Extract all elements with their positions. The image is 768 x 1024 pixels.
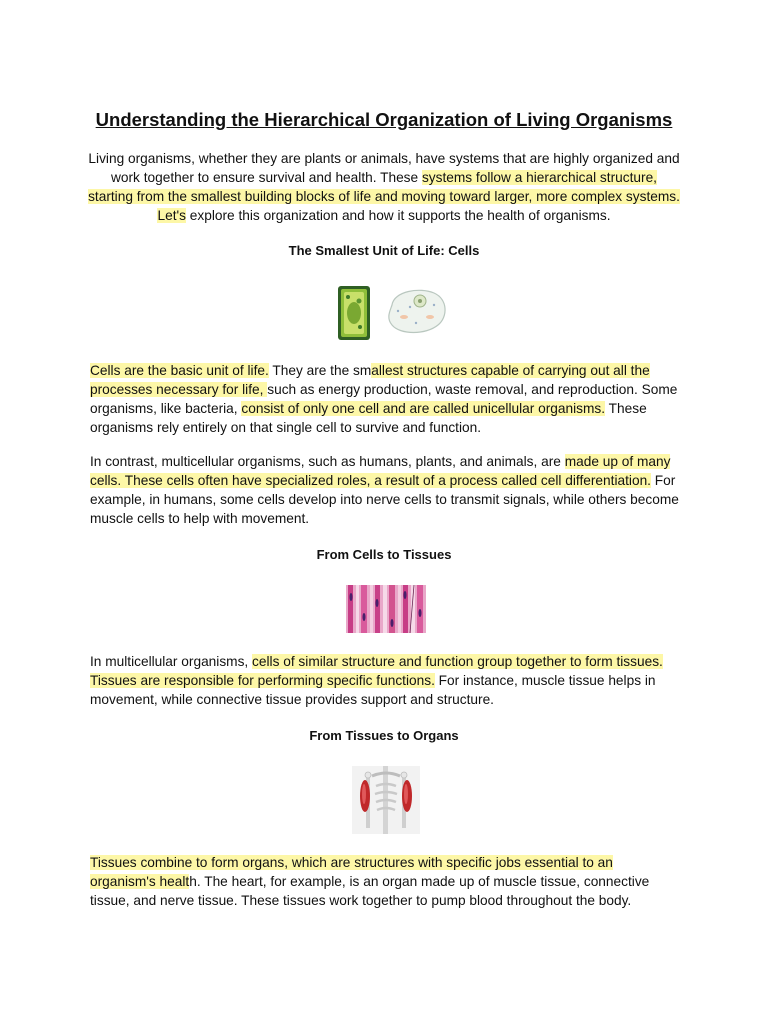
heading-tissues: From Cells to Tissues [316, 547, 452, 562]
tissues-highlight-1: cells of similar structure and function group together to form tissues. Tissues are responsible for performing specific functions. [90, 654, 663, 688]
cells-figure [334, 283, 450, 343]
cells-p1-text-3: These organisms rely entirely on that single cell to survive and function. [90, 401, 647, 435]
intro-highlight-1: systems follow a hierarchical structure, starting from the smallest building blocks of life and moving toward larger, more complex systems. Let's [88, 170, 680, 223]
cells-p1-highlight-1: Cells are the basic unit of life. [90, 363, 269, 378]
heading-cells: The Smallest Unit of Life: Cells [288, 243, 480, 258]
muscle-tissue-icon [346, 585, 426, 633]
cells-paragraph-1 [90, 361, 680, 437]
animal-cell-icon [389, 290, 445, 332]
tissues-paragraph [90, 652, 680, 709]
tissues-text-1: In multicellular organisms, [90, 654, 253, 669]
tissues-text-2: For instance, muscle tissue helps in movement, while connective tissue provides support and structure. [90, 673, 656, 707]
intro-text-2: explore this organization and how it supports the health of organisms. [185, 208, 611, 223]
cells-p1-text-2: such as energy production, waste removal, and reproduction. Some organisms, like bacteria, [90, 382, 678, 416]
cells-p1-highlight-2: allest structures capable of carrying out all the processes necessary for life, [90, 363, 650, 397]
cells-p2-text-1: In contrast, multicellular organisms, such as humans, plants, and animals, are [90, 454, 565, 469]
page-title: Understanding the Hierarchical Organization of Living Organisms [95, 109, 673, 130]
cells-p1-highlight-3: consist of only one cell and are called unicellular organisms. [241, 401, 606, 416]
cells-paragraph-2 [90, 452, 680, 528]
organs-highlight-1: Tissues combine to form organs, which are structures with specific jobs essential to an organism's healt [90, 855, 613, 889]
plant-cell-icon [338, 286, 370, 340]
organs-text-1: h. The heart, for example, is an organ made up of muscle tissue, connective tissue, and nerve tissue. These tissues work together to pump blood throughout the body. [90, 874, 650, 908]
intro-paragraph [88, 149, 680, 225]
cells-p1-text-1: They are the sm [268, 363, 372, 378]
intro-text-1: Living organisms, whether they are plants or animals, have systems that are highly organized and work together to ensure survival and health. These [88, 151, 680, 185]
skeleton-muscle-icon [352, 766, 420, 834]
organs-paragraph [90, 853, 680, 910]
cells-p2-text-2: For example, in humans, some cells develop into nerve cells to transmit signals, while others become muscle cells to help with movement. [90, 473, 679, 526]
heading-organs: From Tissues to Organs [309, 728, 459, 743]
cells-p2-highlight-1: made up of many cells. These cells often have specialized roles, a result of a process called cell differentiation. [90, 454, 671, 488]
